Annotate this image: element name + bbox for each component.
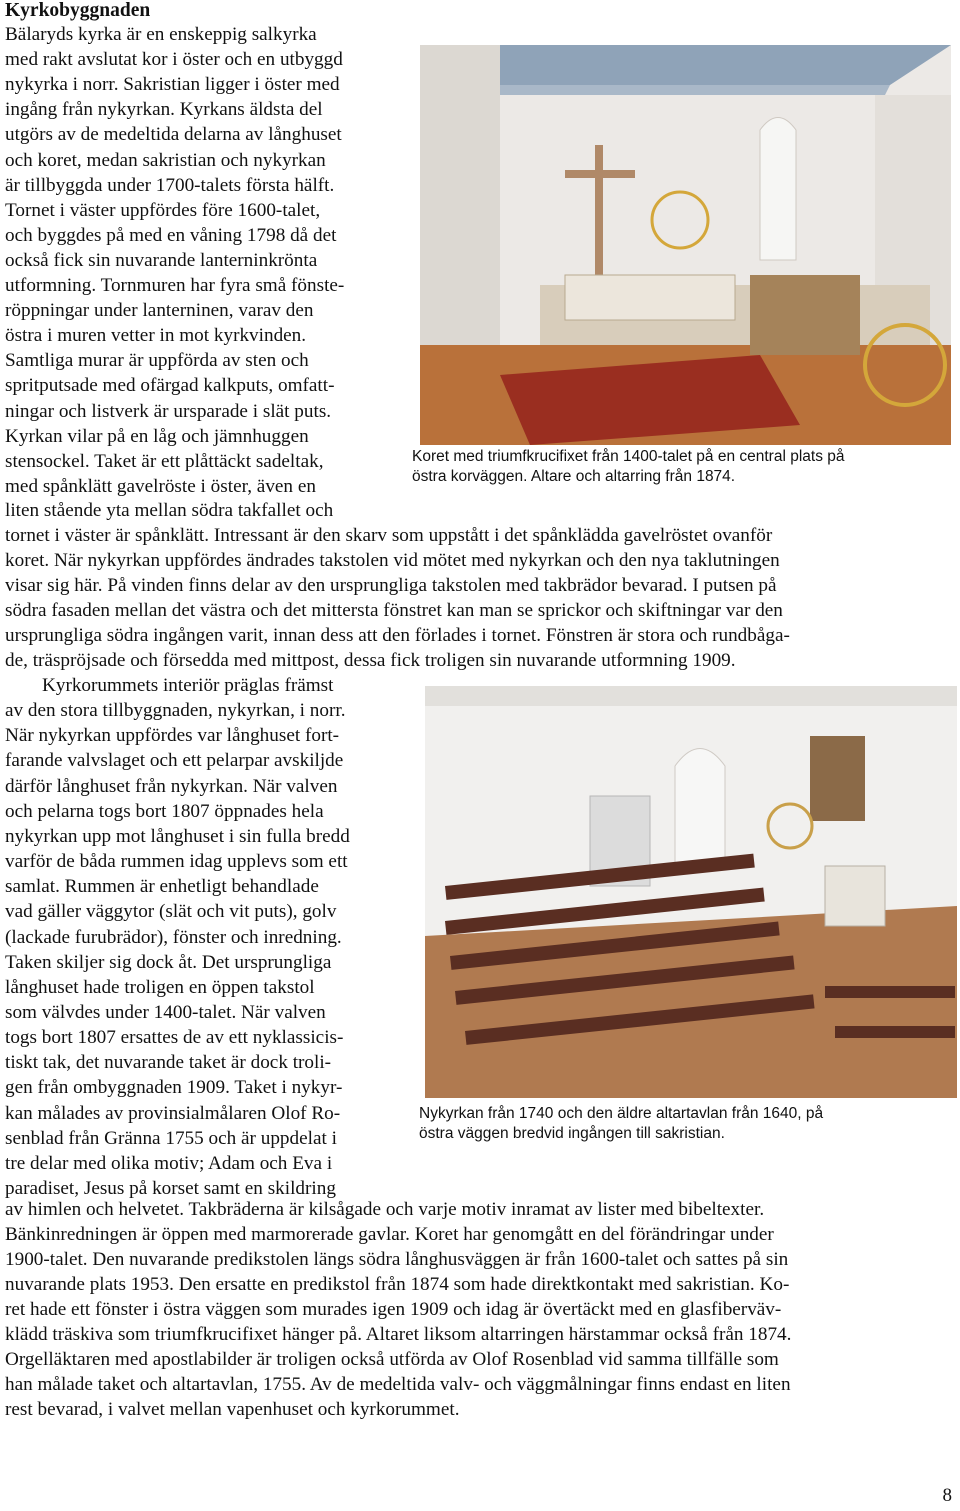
text-line: av himlen och helvetet. Takbräderna är kilsågade och varje motiv inramat av lister med bibeltexter. [5, 1199, 765, 1220]
text-line: Samtliga murar är uppförda av sten och [5, 350, 309, 372]
text-line: vad gäller väggytor (slät och vit puts), golv [5, 901, 337, 923]
text-line: Bänkinredningen är öppen med marmorerade gavlar. Koret har genomgått en del förändringar under [5, 1224, 774, 1245]
text-line: han målade taket och altartavlan, 1755. Av de medeltida valv- och väggmålningar finns endast en liten [5, 1374, 791, 1395]
photo2-caption-line1: Nykyrkan från 1740 och den äldre altartavlan från 1640, på [419, 1105, 824, 1122]
text-line: liten stående yta mellan södra takfallet och [5, 500, 334, 521]
text-line: ret hade ett fönster i östra väggen som murades igen 1909 och idag är övertäckt med en glasfiberväv- [5, 1299, 782, 1320]
text-line: Orgelläktaren med apostlabilder är troligen också utförda av Olof Rosenblad vid samma tillfälle som [5, 1349, 779, 1370]
text-line: ursprungliga södra ingången varit, innan dess att den förlades i tornet. Fönstren är stora och rundbåga- [5, 625, 790, 646]
text-line: Taken skiljer sig dock åt. Det ursprungliga [5, 951, 332, 973]
text-line: ningar och listverk är ursparade i slät puts. [5, 400, 332, 422]
text-line: kan målades av provinsialmålaren Olof Ro- [5, 1102, 341, 1124]
text-line: visar sig här. På vinden finns delar av den ursprungliga takstolen med takbrädor bevarad. I putsen på [5, 575, 777, 596]
text-line: av den stora tillbyggnaden, nykyrkan, i norr. [5, 700, 346, 722]
text-line: och byggdes på med en våning 1798 då det [5, 224, 337, 246]
text-line: Bälaryds kyrka är en enskeppig salkyrka [5, 24, 317, 45]
text-line: ingång från nykyrkan. Kyrkans äldsta del [5, 99, 323, 121]
photo1-caption-line2: östra korväggen. Altare och altarring från 1874. [412, 468, 736, 485]
text-line: röppningar under lanterninen, varav den [5, 300, 314, 322]
photo1-caption-line1: Koret med triumfkrucifixet från 1400-talet på en central plats på [412, 448, 845, 465]
text-line: rest bevarad, i valvet mellan vapenhuset och kyrkorummet. [5, 1399, 460, 1420]
text-line: och koret, medan sakristian och nykyrkan [5, 149, 326, 171]
text-line: togs bort 1807 ersattes de av ett nyklassicis- [5, 1027, 344, 1049]
text-line: långhuset hade troligen en öppen takstol [5, 976, 315, 998]
text-line: utformning. Tornmuren har fyra små fönste- [5, 275, 345, 296]
text-line: Tornet i väster uppfördes före 1600-talet, [5, 199, 321, 221]
text-line: som välvdes under 1400-talet. När valven [5, 1001, 326, 1023]
photo2-caption-line2: östra väggen bredvid ingången till sakristian. [419, 1125, 725, 1142]
text-line: nuvarande plats 1953. Den ersatte en predikstol från 1874 som hade direktkontakt med sakristian. Ko- [5, 1274, 790, 1295]
text-line: Kyrkorummets interiör präglas främst [42, 675, 334, 696]
text-line: tiskt tak, det nuvarande taket är dock troli- [5, 1052, 332, 1074]
text-line: Kyrkan vilar på en låg och jämnhuggen [5, 425, 309, 447]
text-line: nykyrka i norr. Sakristian ligger i öster med [5, 74, 340, 96]
text-line: klädd träskiva som triumfkrucifixet hänger på. Altaret liksom altarringen härstammar också från 1874. [5, 1324, 792, 1345]
text-line: samlat. Rummen är enhetligt behandlade [5, 876, 319, 898]
nave-photo [425, 686, 957, 1098]
page-number: 8 [942, 1485, 952, 1506]
text-line: gen från ombyggnaden 1909. Taket i nykyr- [5, 1077, 343, 1099]
page-heading: Kyrkobyggnaden [5, 0, 151, 21]
text-line: södra fasaden mellan det västra och det mittersta fönstret kan man se sprickor och skiftningar var den [5, 600, 783, 621]
text-line: är tillbyggda under 1700-talets första hälft. [5, 174, 335, 196]
text-line: utgörs av de medeltida delarna av långhuset [5, 124, 342, 146]
text-line: senblad från Gränna 1755 och är uppdelat i [5, 1127, 337, 1149]
text-line: nykyrkan upp mot långhuset i sin fulla bredd [5, 825, 350, 847]
text-line: 1900-talet. Den nuvarande predikstolen längs södra långhusväggen är från 1600-talet och sattes på sin [5, 1249, 789, 1270]
text-line: paradiset, Jesus på korset samt en skildring [5, 1178, 336, 1199]
text-line: med spånklätt gavelröste i öster, även en [5, 475, 316, 497]
chancel-photo [420, 45, 951, 445]
text-line: tre delar med olika motiv; Adam och Eva i [5, 1152, 333, 1174]
text-line: de, träspröjsade och försedda med mittpost, dessa fick troligen sin nuvarande utformning 1909. [5, 650, 736, 671]
text-line: östra i muren vetter in mot kyrkvinden. [5, 325, 307, 347]
text-line: stensockel. Taket är ett plåttäckt sadeltak, [5, 450, 324, 472]
text-line: spritputsade med ofärgad kalkputs, omfatt- [5, 375, 335, 397]
text-line: (lackade furubrädor), fönster och inredning. [5, 926, 342, 948]
text-line: därför långhuset från nykyrkan. När valven [5, 775, 338, 797]
text-line: med rakt avslutat kor i öster och en utbyggd [5, 49, 343, 71]
text-line: koret. När nykyrkan uppfördes ändrades takstolen vid mötet med nykyrkan och den nya taklutningen [5, 550, 780, 571]
text-line: farande valvslaget och ett pelarpar avskiljde [5, 750, 344, 772]
text-line: tornet i väster är spånklätt. Intressant är den skarv som uppstått i det spånklädda gavelröstet ovanför [5, 525, 773, 546]
text-line: och pelarna togs bort 1807 öppnades hela [5, 800, 324, 822]
text-line: också fick sin nuvarande lanterninkrönta [5, 249, 318, 271]
text-line: varför de båda rummen idag upplevs som ett [5, 851, 348, 873]
text-line: När nykyrkan uppfördes var långhuset fort- [5, 725, 340, 747]
